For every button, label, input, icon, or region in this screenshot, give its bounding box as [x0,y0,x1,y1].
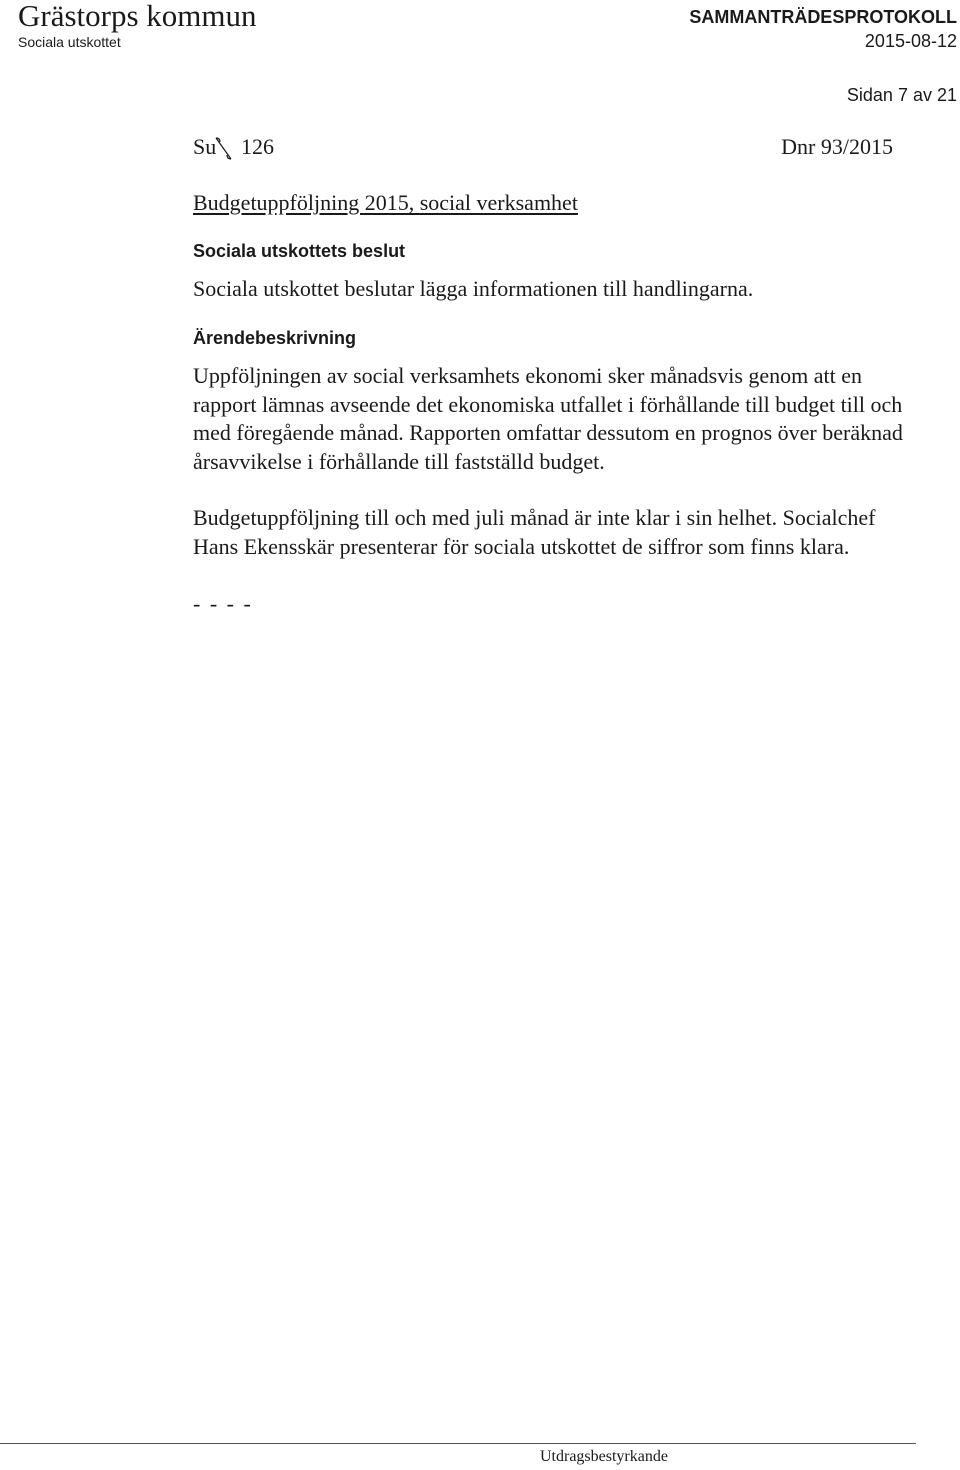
description-heading: Ärendebeskrivning [193,328,357,348]
paragraph-number: 126 [241,134,274,159]
page-number: Sidan 7 av 21 [846,85,957,105]
description-paragraph-2: Budgetuppföljning till och med juli månad är inte klar i sin helhet. Socialchef Hans Ekensskär presenterar för sociala utskottet de siffror som finns klara. [193,505,876,559]
section-mark-icon [211,133,239,163]
case-title: Budgetuppföljning 2015, social verksamhet [193,190,578,215]
footer-rule [0,1443,916,1444]
case-number: Dnr 93/2015 [781,134,893,159]
meeting-date: 2015-08-12 [864,31,957,51]
description-paragraph-1: Uppföljningen av social verksamhets ekonomi sker månadsvis genom att en rapport lämnas avseende det ekonomiska utfallet i förhållande till budget till och med föregående månad. Rapporten omfattar dessutom en prognos över beräknad årsavvikelse i förhållande till fastställd budget. [193,363,903,474]
end-marker: - - - - [193,591,253,616]
document-type: SAMMANTRÄDESPROTOKOLL [689,7,957,27]
footer-certification-label: Utdragsbestyrkande [540,1448,668,1465]
municipality-name: Grästorps kommun [18,0,257,33]
paragraph-prefix: Su [193,134,217,159]
decision-heading: Sociala utskottets beslut [193,241,406,261]
decision-text: Sociala utskottet beslutar lägga informationen till handlingarna. [193,276,754,301]
committee-name: Sociala utskottet [18,34,121,50]
